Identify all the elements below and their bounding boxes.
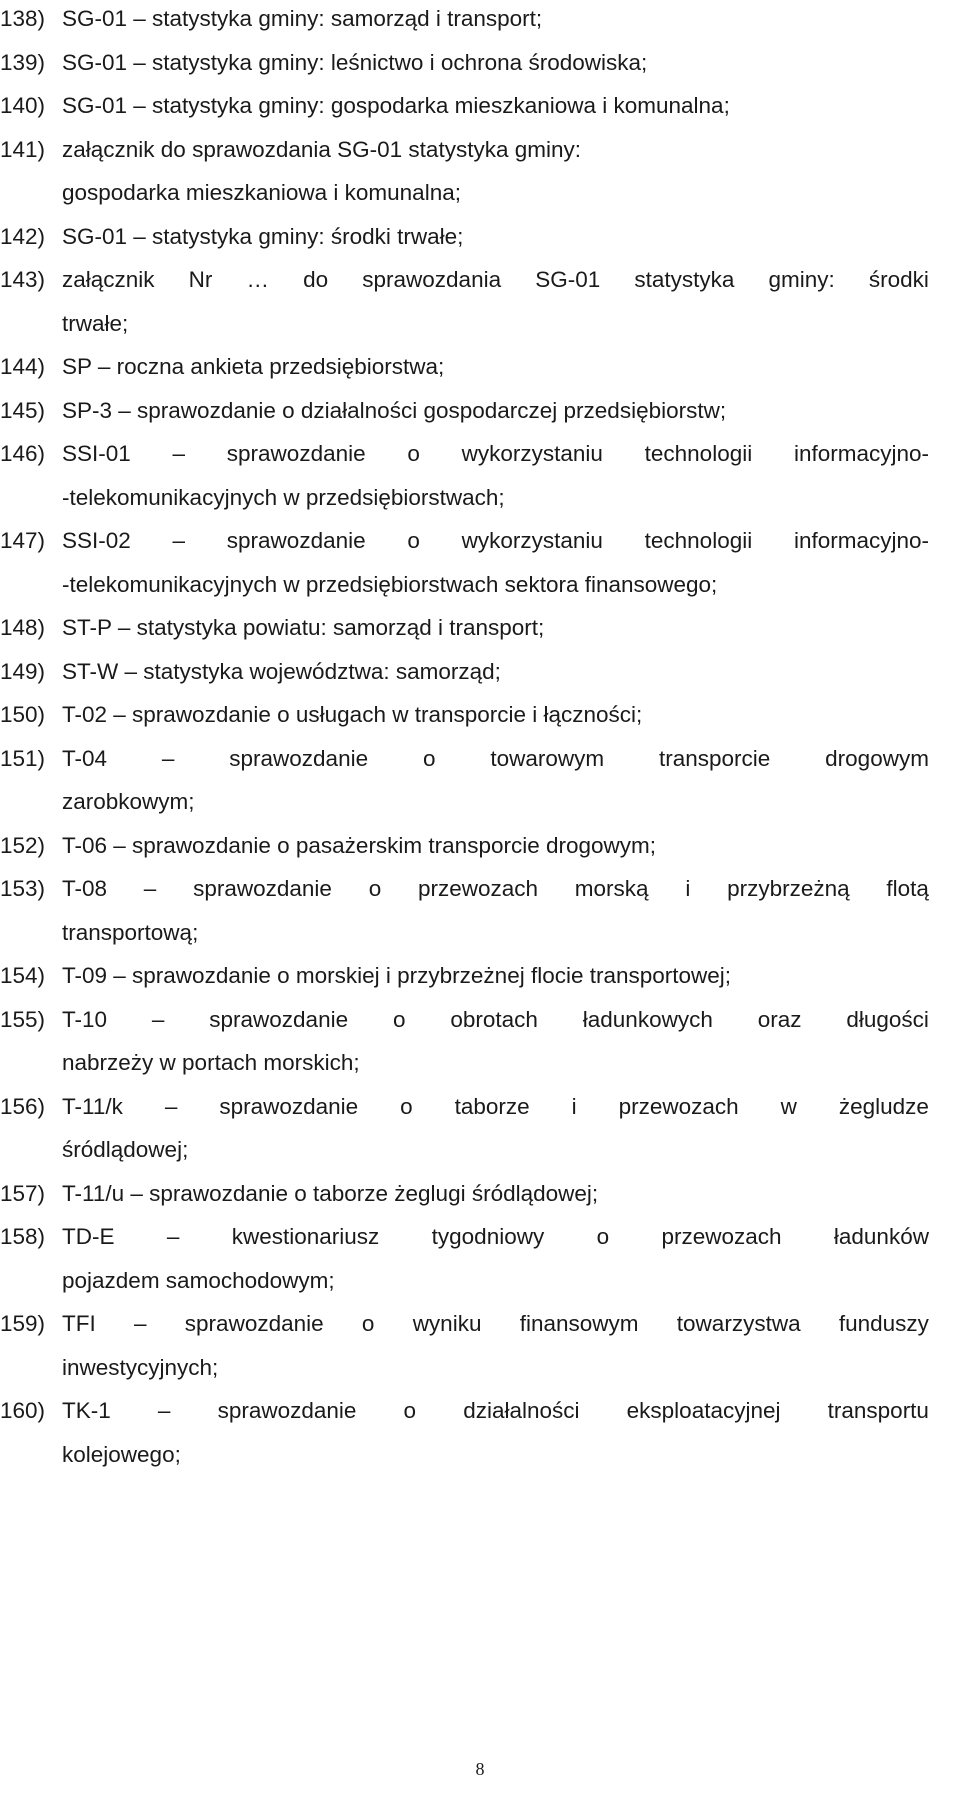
item-text-line: gospodarka mieszkaniowa i komunalna;: [62, 180, 461, 205]
item-text-line: trwałe;: [62, 310, 129, 336]
item-number: 156): [0, 1093, 46, 1119]
item-number: 157): [0, 1180, 46, 1206]
item-text-line: zarobkowym;: [62, 789, 195, 814]
item-text-line: SG-01 – statystyka gminy: środki trwałe;: [62, 223, 464, 249]
item-number: 151): [0, 745, 46, 771]
item-text-line: SG-01 – statystyka gminy: samorząd i transport;: [62, 6, 543, 31]
item-number: 141): [0, 136, 46, 162]
item-text-line: TFI – sprawozdanie o wyniku finansowym towarzystwa funduszy: [62, 1311, 929, 1336]
item-text-line: T-10 – sprawozdanie o obrotach ładunkowych oraz długości: [62, 1006, 929, 1032]
item-number: 150): [0, 702, 46, 727]
item-number: 158): [0, 1224, 46, 1249]
item-number: 160): [0, 1398, 46, 1423]
item-text-line: transportową;: [62, 919, 199, 945]
item-text-line: TK-1 – sprawozdanie o działalności eksploatacyjnej transportu: [62, 1398, 929, 1423]
item-number: 152): [0, 832, 46, 858]
item-text-line: inwestycyjnych;: [62, 1354, 219, 1380]
item-number: 143): [0, 267, 46, 292]
item-number: 155): [0, 1006, 46, 1032]
item-text-line: ST-W – statystyka województwa: samorząd;: [62, 658, 501, 684]
item-text-line: kolejowego;: [62, 1441, 181, 1467]
item-number: 142): [0, 223, 46, 249]
item-text-line: załącznik do sprawozdania SG-01 statystyka gminy:: [62, 136, 581, 162]
item-text-line: T-04 – sprawozdanie o towarowym transporcie drogowym: [62, 745, 929, 771]
item-text-line: SSI-02 – sprawozdanie o wykorzystaniu technologii informacyjno-: [62, 528, 929, 553]
item-number: 153): [0, 876, 46, 901]
page-number: 8: [475, 1759, 485, 1779]
item-text-line: pojazdem samochodowym;: [62, 1267, 335, 1293]
item-text-line: załącznik Nr … do sprawozdania SG-01 statystyka gminy: środki: [62, 267, 929, 292]
item-text-line: T-11/k – sprawozdanie o taborze i przewozach w żegludze: [62, 1093, 929, 1119]
item-text-line: T-08 – sprawozdanie o przewozach morską i przybrzeżną flotą: [62, 876, 929, 901]
item-number: 144): [0, 354, 46, 379]
item-text-line: T-11/u – sprawozdanie o taborze żeglugi śródlądowej;: [62, 1180, 599, 1206]
item-number: 139): [0, 49, 46, 75]
item-number: 146): [0, 441, 46, 466]
item-text-line: SG-01 – statystyka gminy: gospodarka mieszkaniowa i komunalna;: [62, 93, 730, 118]
item-text-line: SP – roczna ankieta przedsiębiorstwa;: [62, 354, 445, 379]
item-text-line: nabrzeży w portach morskich;: [62, 1050, 360, 1075]
item-text-line: TD-E – kwestionariusz tygodniowy o przewozach ładunków: [62, 1224, 929, 1249]
item-number: 154): [0, 963, 46, 988]
item-text-line: SP-3 – sprawozdanie o działalności gospodarczej przedsiębiorstw;: [62, 397, 727, 423]
item-text-line: śródlądowej;: [62, 1137, 189, 1162]
item-number: 159): [0, 1311, 46, 1336]
item-text-line: T-06 – sprawozdanie o pasażerskim transporcie drogowym;: [62, 832, 657, 858]
item-number: 147): [0, 528, 46, 553]
item-number: 145): [0, 397, 46, 423]
item-text-line: SSI-01 – sprawozdanie o wykorzystaniu technologii informacyjno-: [62, 441, 929, 466]
item-text-line: ST-P – statystyka powiatu: samorząd i transport;: [62, 615, 545, 640]
item-number: 148): [0, 615, 46, 640]
item-number: 138): [0, 6, 46, 31]
item-number: 140): [0, 93, 46, 118]
item-text-line: -telekomunikacyjnych w przedsiębiorstwach;: [62, 484, 505, 510]
item-text-line: -telekomunikacyjnych w przedsiębiorstwach sektora finansowego;: [62, 571, 718, 597]
item-text-line: T-02 – sprawozdanie o usługach w transporcie i łączności;: [62, 702, 643, 727]
item-text-line: T-09 – sprawozdanie o morskiej i przybrzeżnej flocie transportowej;: [62, 963, 732, 988]
item-text-line: SG-01 – statystyka gminy: leśnictwo i ochrona środowiska;: [62, 49, 648, 75]
item-number: 149): [0, 658, 46, 684]
